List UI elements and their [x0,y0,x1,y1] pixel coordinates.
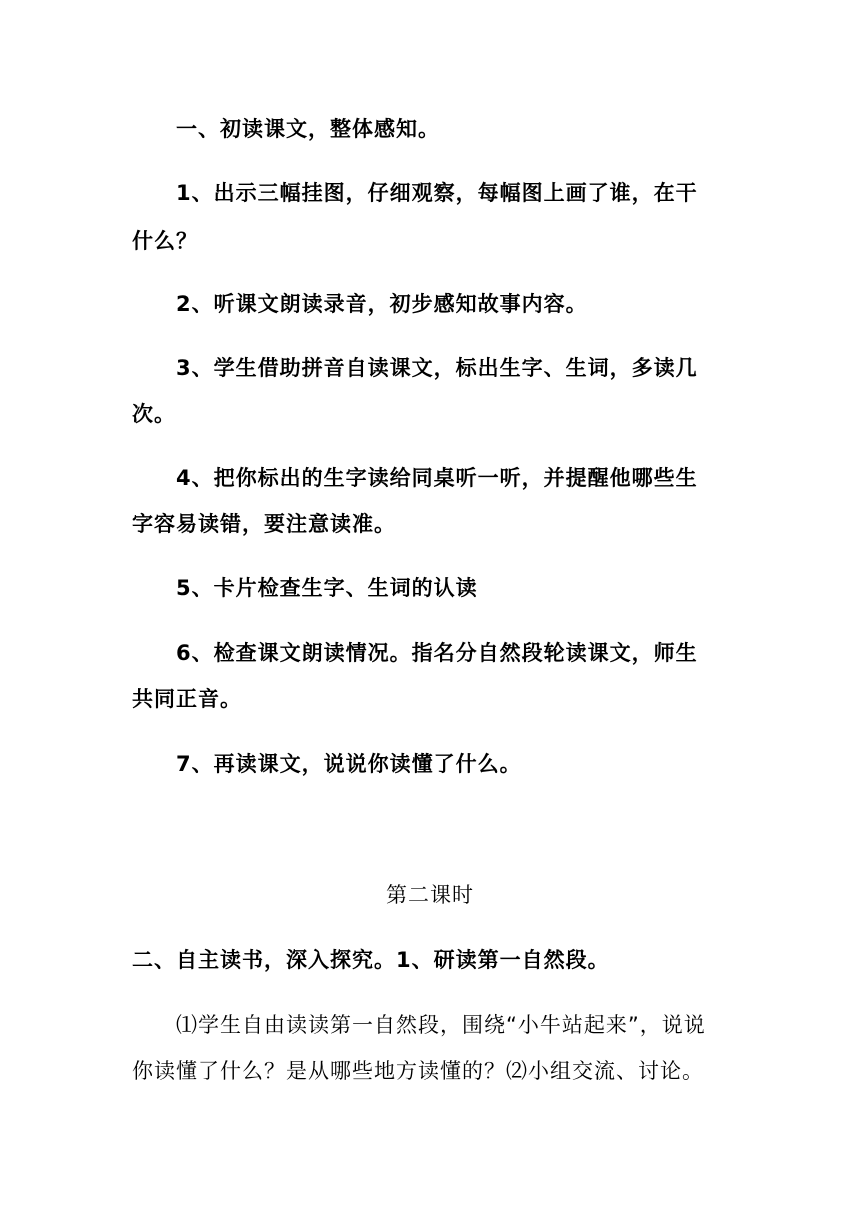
section1-heading: 一、初读课文，整体感知。 [176,117,440,141]
list-item-1-line1: 1、出示三幅挂图，仔细观察，每幅图上画了谁，在干 [176,181,698,205]
list-item-5-line1: 5、卡片检查生字、生词的认读 [176,576,478,600]
paragraph-line2: 你读懂了什么？是从哪些地方读懂的？⑵小组交流、讨论。 [132,1059,704,1083]
list-item-1-line2: 什么？ [132,229,198,253]
list-item-4-line1: 4、把你标出的生字读给同桌听一听，并提醒他哪些生 [176,466,698,490]
list-item-3-line2: 次。 [132,402,176,426]
list-item-4-line2: 字容易读错，要注意读准。 [132,512,396,536]
paragraph-line1: ⑴学生自由读读第一自然段，围绕“小牛站起来”，说说 [176,1013,706,1037]
lesson-title: 第二课时 [386,883,474,907]
list-item-6-line2: 共同正音。 [132,687,242,711]
list-item-3-line1: 3、学生借助拼音自读课文，标出生字、生词，多读几 [176,356,698,380]
list-item-2-line1: 2、听课文朗读录音，初步感知故事内容。 [176,292,588,316]
list-item-6-line1: 6、检查课文朗读情况。指名分自然段轮读课文，师生 [176,641,698,665]
list-item-7-line1: 7、再读课文，说说你读懂了什么。 [176,752,522,776]
section2-heading: 二、自主读书，深入探究。1、研读第一自然段。 [132,948,610,972]
